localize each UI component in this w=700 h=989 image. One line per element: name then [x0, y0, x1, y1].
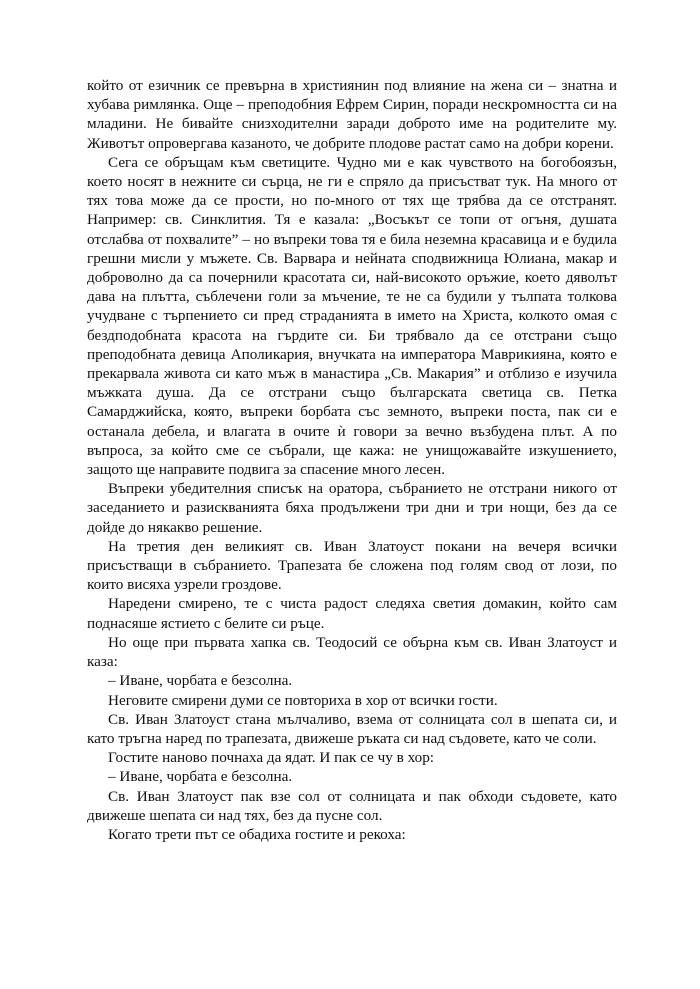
paragraph-1: който от езичник се превърна в християнин под влияние на жена си – знатна и хубава римлянка. Още – преподобния Ефрем Сирин, поради нескромността си на младини. Не бивайте снизходителни заради доброто име на родителите му. Животът опровергава казаното, че добрите плодове растат само на добри корени.	[87, 77, 617, 152]
paragraph-6: Но още при първата хапка св. Теодосий се обърна към св. Иван Златоуст и каза:	[87, 633, 617, 671]
paragraph-13: Когато трети път се обадиха гостите и рекоха:	[108, 825, 406, 843]
document-page	[87, 76, 617, 844]
paragraph-8: Неговите смирени думи се повториха в хор от всички гости.	[108, 691, 498, 709]
paragraph-4: На третия ден великият св. Иван Златоуст покани на вечеря всички присъстващи в събранието. Трапезата бе сложена под голям свод от лози, по които висяха узрели гроздове.	[87, 537, 617, 594]
paragraph-10: Гостите наново почнаха да ядат. И пак се чу в хор:	[108, 749, 435, 767]
paragraph-5: Наредени смирено, те с чиста радост следяха светия домакин, който сам поднасяше ястието с белите си ръце.	[87, 595, 617, 632]
paragraph-2: Сега се обръщам към светиците. Чудно ми е как чувството на богобоязън, което носят в нежните си сърца, не ги е спряло да присъстват тук. На много от тях това може да се прости, но по-много от тях ще трябва да се отстранят. Например: св. Синклития. Тя е казала: „Восъкът се топи от огъня, душата отслабва от похвалите” – но въпреки това тя е била неземна красавица и е будила грешни мисли у мъжете. Св. Варвара и нейната сподвижница Юлиана, макар и доброволно да са почернили красотата си, най-високото оръжие, което дяволът дава на плътта, съблечени голи за мъчение, те не са будили у тълпата толкова учудване с търпението си пред страданията в името на Христа, колкото омая с бездподобната красота на гърдите си. Би трябвало да се отстрани също преподобната девица Аполикария, внучката на императора Маврикияна, която е прекарвала живота си като мъж в манастира „Св. Макария” и отблизо е изучила мъжката душа. Да се отстрани също българската светица св. Петка Самарджийска, която, въпреки борбата със земното, въпреки поста, пак си е останала дебела, и влагата в очите ѝ говори за вечно възбудена плът. А по въпроса, за който сме се събрали, ще кажа: не унищожавайте изкушението, защото ще направите подвига за спасение много лесен.	[87, 153, 617, 479]
paragraph-12: Св. Иван Златоуст пак взе сол от солницата и пак обходи съдовете, като движеше шепата си над тях, без да пусне сол.	[87, 787, 617, 824]
paragraph-11: – Иване, чорбата е безсолна.	[108, 768, 293, 786]
paragraph-3: Въпреки убедителния списък на оратора, събранието не отстрани никого от заседанието и разискванията бяха продължени три дни и три нощи, без да се дойде до някакво решение.	[87, 480, 617, 536]
paragraph-9: Св. Иван Златоуст стана мълчаливо, взема от солницата сол в шепата си, и като тръгна наред по трапезата, движеше ръката си над съдовете, като че соли.	[87, 710, 617, 747]
paragraph-7: – Иване, чорбата е безсолна.	[108, 672, 293, 690]
